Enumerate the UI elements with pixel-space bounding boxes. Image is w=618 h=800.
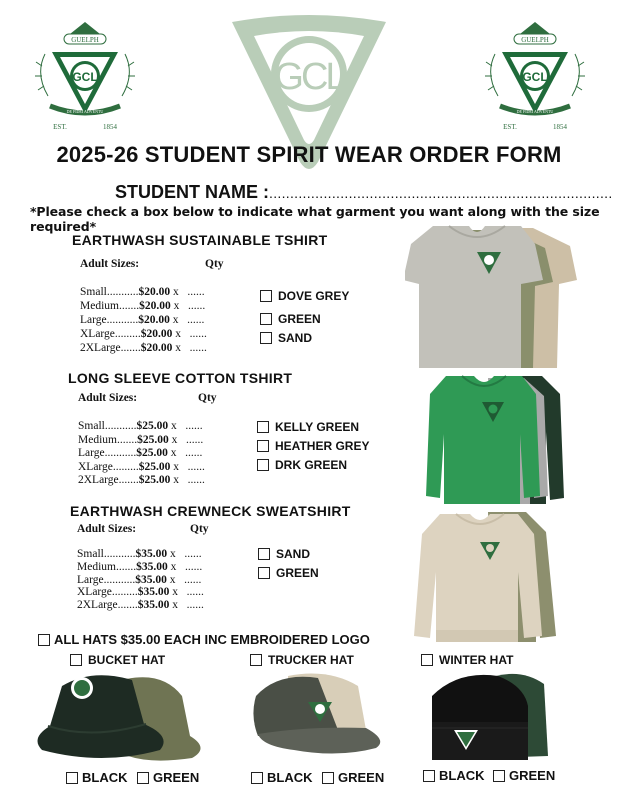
qty-field[interactable]: ...... (187, 300, 206, 312)
size-row (80, 299, 207, 313)
checkbox[interactable] (250, 654, 262, 666)
instructions-text: *Please check a box below to indicate what garment you want along with the size required* (30, 204, 600, 234)
center-monogram: GCL (274, 56, 344, 98)
qty-field[interactable]: ...... (187, 460, 205, 473)
size-list (80, 285, 207, 355)
size-row (78, 420, 205, 434)
color-option-drk-green[interactable] (257, 458, 347, 472)
size-x: x (173, 460, 180, 473)
winter-green-option[interactable] (493, 768, 555, 783)
bucket-green-option[interactable] (137, 770, 199, 785)
form-year: 2025-26 (56, 142, 139, 167)
option-label: GREEN (153, 770, 200, 785)
size-x: x (172, 599, 179, 612)
crest-top-text: GUELPH (521, 36, 549, 44)
crest-right-logo (480, 14, 590, 134)
size-row (80, 313, 207, 327)
form-title-text: STUDENT SPIRIT WEAR ORDER FORM (144, 142, 562, 167)
hat-name: WINTER HAT (439, 653, 514, 667)
size-price: $20.00 (138, 314, 170, 326)
size-row (78, 434, 205, 448)
size-label: Large........... (77, 573, 136, 586)
size-price: $35.00 (137, 586, 170, 599)
size-row (77, 561, 204, 574)
checkbox[interactable] (257, 421, 269, 433)
size-row (78, 461, 205, 475)
bucket-hat-option[interactable] (70, 653, 165, 667)
winter-hat-image (428, 666, 566, 766)
color-label: SAND (276, 547, 311, 561)
size-label: Large........... (80, 314, 139, 326)
size-row (77, 586, 204, 599)
hat-name: TRUCKER HAT (268, 653, 354, 667)
size-list (77, 548, 204, 612)
hats-heading[interactable] (38, 632, 370, 647)
size-price: $25.00 (138, 460, 171, 473)
size-x: x (175, 342, 182, 354)
color-option-heather-grey[interactable] (257, 439, 369, 453)
hat-name: BUCKET HAT (88, 653, 166, 667)
size-label: XLarge......... (80, 328, 141, 340)
qty-field[interactable]: ...... (189, 342, 207, 354)
bucket-hat-image (32, 666, 207, 766)
checkbox[interactable] (421, 654, 433, 666)
size-row (77, 574, 204, 587)
color-label: KELLY GREEN (275, 420, 360, 434)
section-title: EARTHWASH CREWNECK SWEATSHIRT (70, 503, 351, 519)
trucker-black-option[interactable] (251, 770, 313, 785)
size-price: $20.00 (140, 328, 173, 340)
size-label: 2XLarge....... (80, 342, 141, 354)
crest-motto: DE FIDEI ADVENTU (516, 109, 554, 114)
checkbox[interactable] (66, 772, 78, 784)
color-label: GREEN (276, 566, 319, 580)
qty-field[interactable]: ...... (184, 548, 202, 560)
crest-monogram: GCL (522, 70, 548, 84)
student-name-row[interactable] (115, 182, 613, 203)
checkbox[interactable] (260, 332, 272, 344)
size-row (80, 341, 207, 355)
option-label: GREEN (509, 768, 556, 783)
trucker-hat-image (248, 666, 394, 766)
size-label: Small........... (78, 420, 137, 432)
bucket-black-option[interactable] (66, 770, 128, 785)
size-price: $35.00 (136, 560, 168, 573)
size-price: $35.00 (137, 599, 170, 612)
qty-field[interactable]: ...... (186, 586, 204, 599)
size-x: x (170, 420, 177, 432)
checkbox[interactable] (260, 290, 272, 302)
size-price: $20.00 (139, 300, 171, 312)
color-option-green[interactable] (260, 312, 321, 326)
color-option-dove-grey[interactable] (260, 289, 349, 303)
qty-field[interactable]: ...... (186, 599, 204, 612)
size-label: Large........... (78, 447, 137, 459)
size-x: x (169, 548, 176, 560)
size-row (77, 548, 204, 561)
size-row (78, 447, 205, 461)
size-x: x (172, 314, 179, 326)
long-sleeve-image (424, 372, 566, 506)
size-label: XLarge......... (77, 586, 138, 599)
color-label: SAND (278, 331, 313, 345)
option-label: BLACK (267, 770, 313, 785)
size-x: x (172, 586, 179, 599)
size-label: Small........... (77, 548, 136, 560)
checkbox[interactable] (423, 770, 435, 782)
option-label: GREEN (338, 770, 385, 785)
color-option-sand[interactable] (260, 331, 312, 345)
crest-motto: DE FIDEI ADVENTU (66, 109, 104, 114)
color-label: HEATHER GREY (275, 439, 370, 453)
option-label: BLACK (82, 770, 128, 785)
adult-sizes-label: Adult Sizes: (80, 258, 140, 270)
sweatshirt-image (414, 508, 560, 646)
section-title: EARTHWASH SUSTAINABLE TSHIRT (72, 232, 328, 248)
size-price: $25.00 (137, 433, 169, 446)
checkbox[interactable] (260, 313, 272, 325)
size-x: x (173, 300, 180, 312)
qty-label: Qty (205, 258, 224, 270)
checkbox[interactable] (493, 770, 505, 782)
size-price: $20.00 (140, 342, 173, 354)
qty-field[interactable]: ...... (189, 328, 207, 340)
size-price: $20.00 (138, 286, 171, 298)
size-price: $25.00 (136, 447, 168, 459)
size-x: x (169, 573, 176, 586)
size-label: Small........... (80, 286, 139, 298)
size-list (78, 420, 205, 488)
checkbox[interactable] (251, 772, 263, 784)
winter-black-option[interactable] (423, 768, 485, 783)
color-option-kelly-green[interactable] (257, 420, 359, 434)
section-title: LONG SLEEVE COTTON TSHIRT (68, 370, 293, 386)
qty-field[interactable]: ...... (185, 420, 203, 432)
size-x: x (172, 286, 179, 298)
qty-field[interactable]: ...... (185, 433, 204, 446)
qty-field[interactable]: ...... (184, 560, 203, 573)
checkbox[interactable] (257, 440, 269, 452)
checkbox[interactable] (38, 634, 50, 646)
hats-heading-text: ALL HATS $35.00 EACH INC EMBROIDERED LOGO (54, 632, 370, 647)
student-name-line[interactable]: .................................................................................. (269, 185, 613, 201)
crest-left-logo (30, 14, 140, 134)
color-option-green[interactable] (258, 566, 319, 580)
crest-year: 1854 (553, 123, 567, 131)
size-label: Medium....... (78, 433, 138, 446)
qty-label: Qty (198, 392, 217, 404)
size-x: x (170, 447, 177, 459)
student-name-label: STUDENT NAME : (115, 182, 269, 202)
crest-monogram: GCL (72, 70, 98, 84)
size-x: x (170, 560, 177, 573)
checkbox[interactable] (258, 548, 270, 560)
size-label: 2XLarge....... (77, 599, 138, 612)
qty-field[interactable]: ...... (187, 286, 205, 298)
color-label: GREEN (278, 312, 321, 326)
size-x: x (173, 474, 180, 486)
crest-est: EST. (53, 123, 67, 131)
qty-field[interactable]: ...... (184, 573, 202, 586)
checkbox[interactable] (258, 567, 270, 579)
checkbox[interactable] (137, 772, 149, 784)
size-x: x (175, 328, 182, 340)
qty-field[interactable]: ...... (187, 474, 205, 486)
size-price: $35.00 (135, 573, 167, 586)
size-row (77, 599, 204, 612)
size-x: x (171, 433, 178, 446)
size-label: 2XLarge....... (78, 474, 139, 486)
qty-field[interactable]: ...... (187, 314, 205, 326)
crest-year: 1854 (103, 123, 117, 131)
crest-top-text: GUELPH (71, 36, 99, 44)
size-row (78, 474, 205, 488)
color-label: DOVE GREY (278, 289, 350, 303)
checkbox[interactable] (257, 459, 269, 471)
tshirt-image (405, 222, 585, 370)
crest-est: EST. (503, 123, 517, 131)
adult-sizes-label: Adult Sizes: (77, 523, 137, 535)
adult-sizes-label: Adult Sizes: (78, 392, 138, 404)
color-label: DRK GREEN (275, 458, 348, 472)
size-row (80, 327, 207, 341)
size-price: $25.00 (138, 474, 171, 486)
size-label: XLarge......... (78, 460, 139, 473)
trucker-hat-option[interactable] (250, 653, 354, 667)
size-price: $35.00 (135, 548, 168, 560)
option-label: BLACK (439, 768, 485, 783)
winter-hat-option[interactable] (421, 653, 513, 667)
color-option-sand[interactable] (258, 547, 310, 561)
size-label: Medium....... (80, 300, 140, 312)
form-title (0, 142, 618, 168)
size-label: Medium....... (77, 560, 137, 573)
checkbox[interactable] (70, 654, 82, 666)
trucker-green-option[interactable] (322, 770, 384, 785)
qty-label: Qty (190, 523, 209, 535)
size-price: $25.00 (136, 420, 169, 432)
size-row (80, 285, 207, 299)
qty-field[interactable]: ...... (185, 447, 203, 459)
checkbox[interactable] (322, 772, 334, 784)
